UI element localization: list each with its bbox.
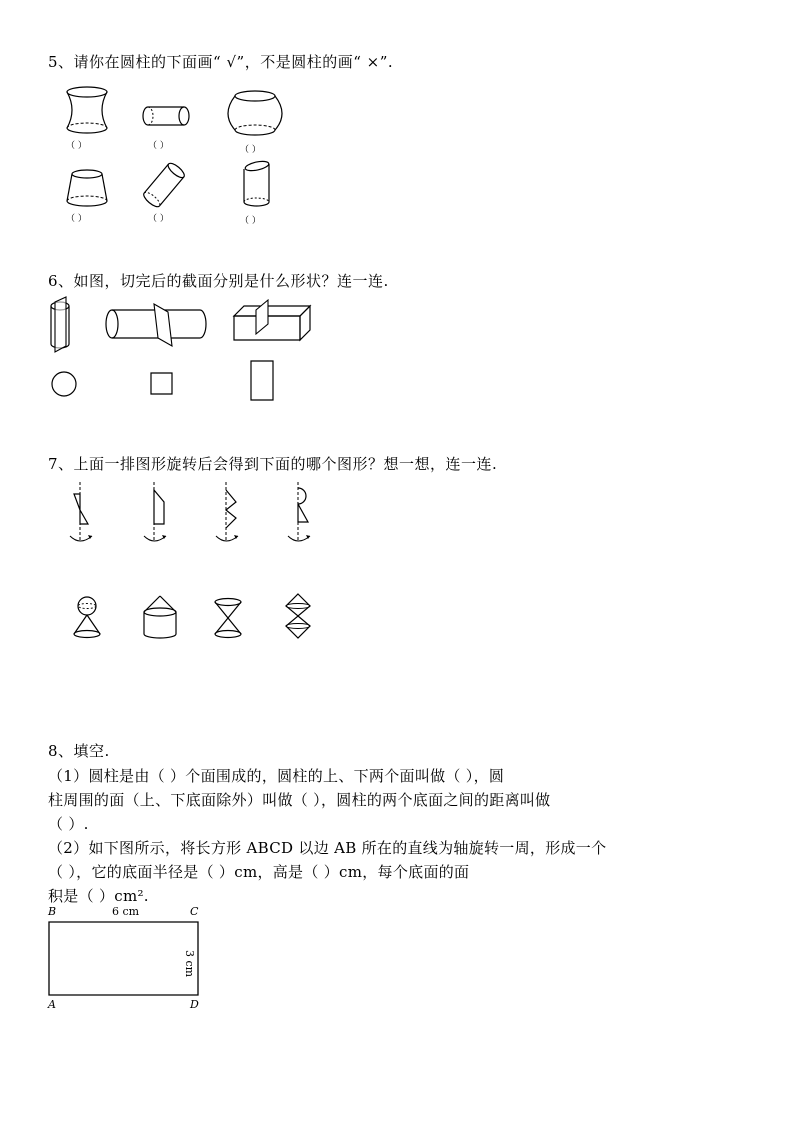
q7-solid-double-diamond (282, 592, 314, 642)
q7-top-figure-1 (66, 480, 98, 550)
rect-label-a: A (48, 998, 56, 1011)
q7-title: 7、上面一排图形旋转后会得到下面的哪个图形？想一想，连一连. (48, 455, 498, 473)
q5-shape-frustum (64, 168, 110, 208)
q6-answer-rectangle (250, 360, 276, 402)
q8-part2-line1: （2）如下图所示，将长方形 ABCD 以边 AB 所在的直线为轴旋转一周，形成一个 (48, 839, 607, 857)
q6-title: 6、如图，切完后的截面分别是什么形状？连一连. (48, 272, 389, 290)
q5-shape-slanted-cylinder (240, 156, 274, 210)
rect-label-c: C (190, 905, 199, 918)
rect-label-d: D (190, 998, 199, 1011)
q8-part1-line1: （1）圆柱是由（ ）个面围成的，圆柱的上、下两个面叫做（ ），圆 (48, 767, 505, 785)
rect-side-dimension: 3 cm (183, 950, 196, 978)
q8-part2-line3: 积是（ ）cm². (48, 887, 149, 905)
q5-blank-6[interactable]: （ ） (240, 216, 261, 226)
q6-cut-cylinder-vertical (46, 296, 86, 354)
q5-blank-3[interactable]: （ ） (240, 145, 261, 155)
q8-part2-line2: （ ），它的底面半径是（ ）cm，高是（ ）cm，每个底面的面 (48, 863, 470, 881)
q5-blank-4[interactable]: （ ） (66, 214, 87, 224)
q8-part1-line2: 柱周围的面（上、下底面除外）叫做（ ），圆柱的两个底面之间的距离叫做 (48, 791, 551, 809)
q7-top-figure-2 (140, 480, 172, 550)
rect-label-b: B (48, 905, 57, 918)
q6-answer-square (150, 372, 174, 396)
q7-solid-double-cone (210, 596, 246, 642)
q6-cut-cylinder-horizontal (104, 302, 208, 348)
q8-part1-line3: （ ）. (48, 815, 89, 833)
q5-shape-barrel (227, 86, 283, 138)
q6-cut-cuboid (230, 298, 316, 346)
q6-answer-circle (50, 370, 78, 398)
q8-title: 8、填空. (48, 742, 110, 760)
q7-solid-sphere-cone (70, 594, 104, 642)
rect-top-dimension: 6 cm (112, 905, 140, 918)
q5-blank-1[interactable]: （ ） (66, 141, 87, 151)
rectangle-abcd (48, 921, 200, 997)
q5-title: 5、请你在圆柱的下面画“ √”，不是圆柱的画“ ×”. (48, 53, 394, 71)
q5-shape-tilted-cylinder (138, 160, 190, 210)
q5-blank-2[interactable]: （ ） (148, 141, 169, 151)
q5-blank-5[interactable]: （ ） (148, 214, 169, 224)
q7-top-figure-4 (284, 480, 316, 550)
q7-top-figure-3 (212, 480, 244, 550)
q7-solid-cone-cylinder (140, 594, 180, 642)
q5-shape-horizontal-cylinder (140, 103, 192, 129)
q5-shape-concave (64, 86, 110, 134)
